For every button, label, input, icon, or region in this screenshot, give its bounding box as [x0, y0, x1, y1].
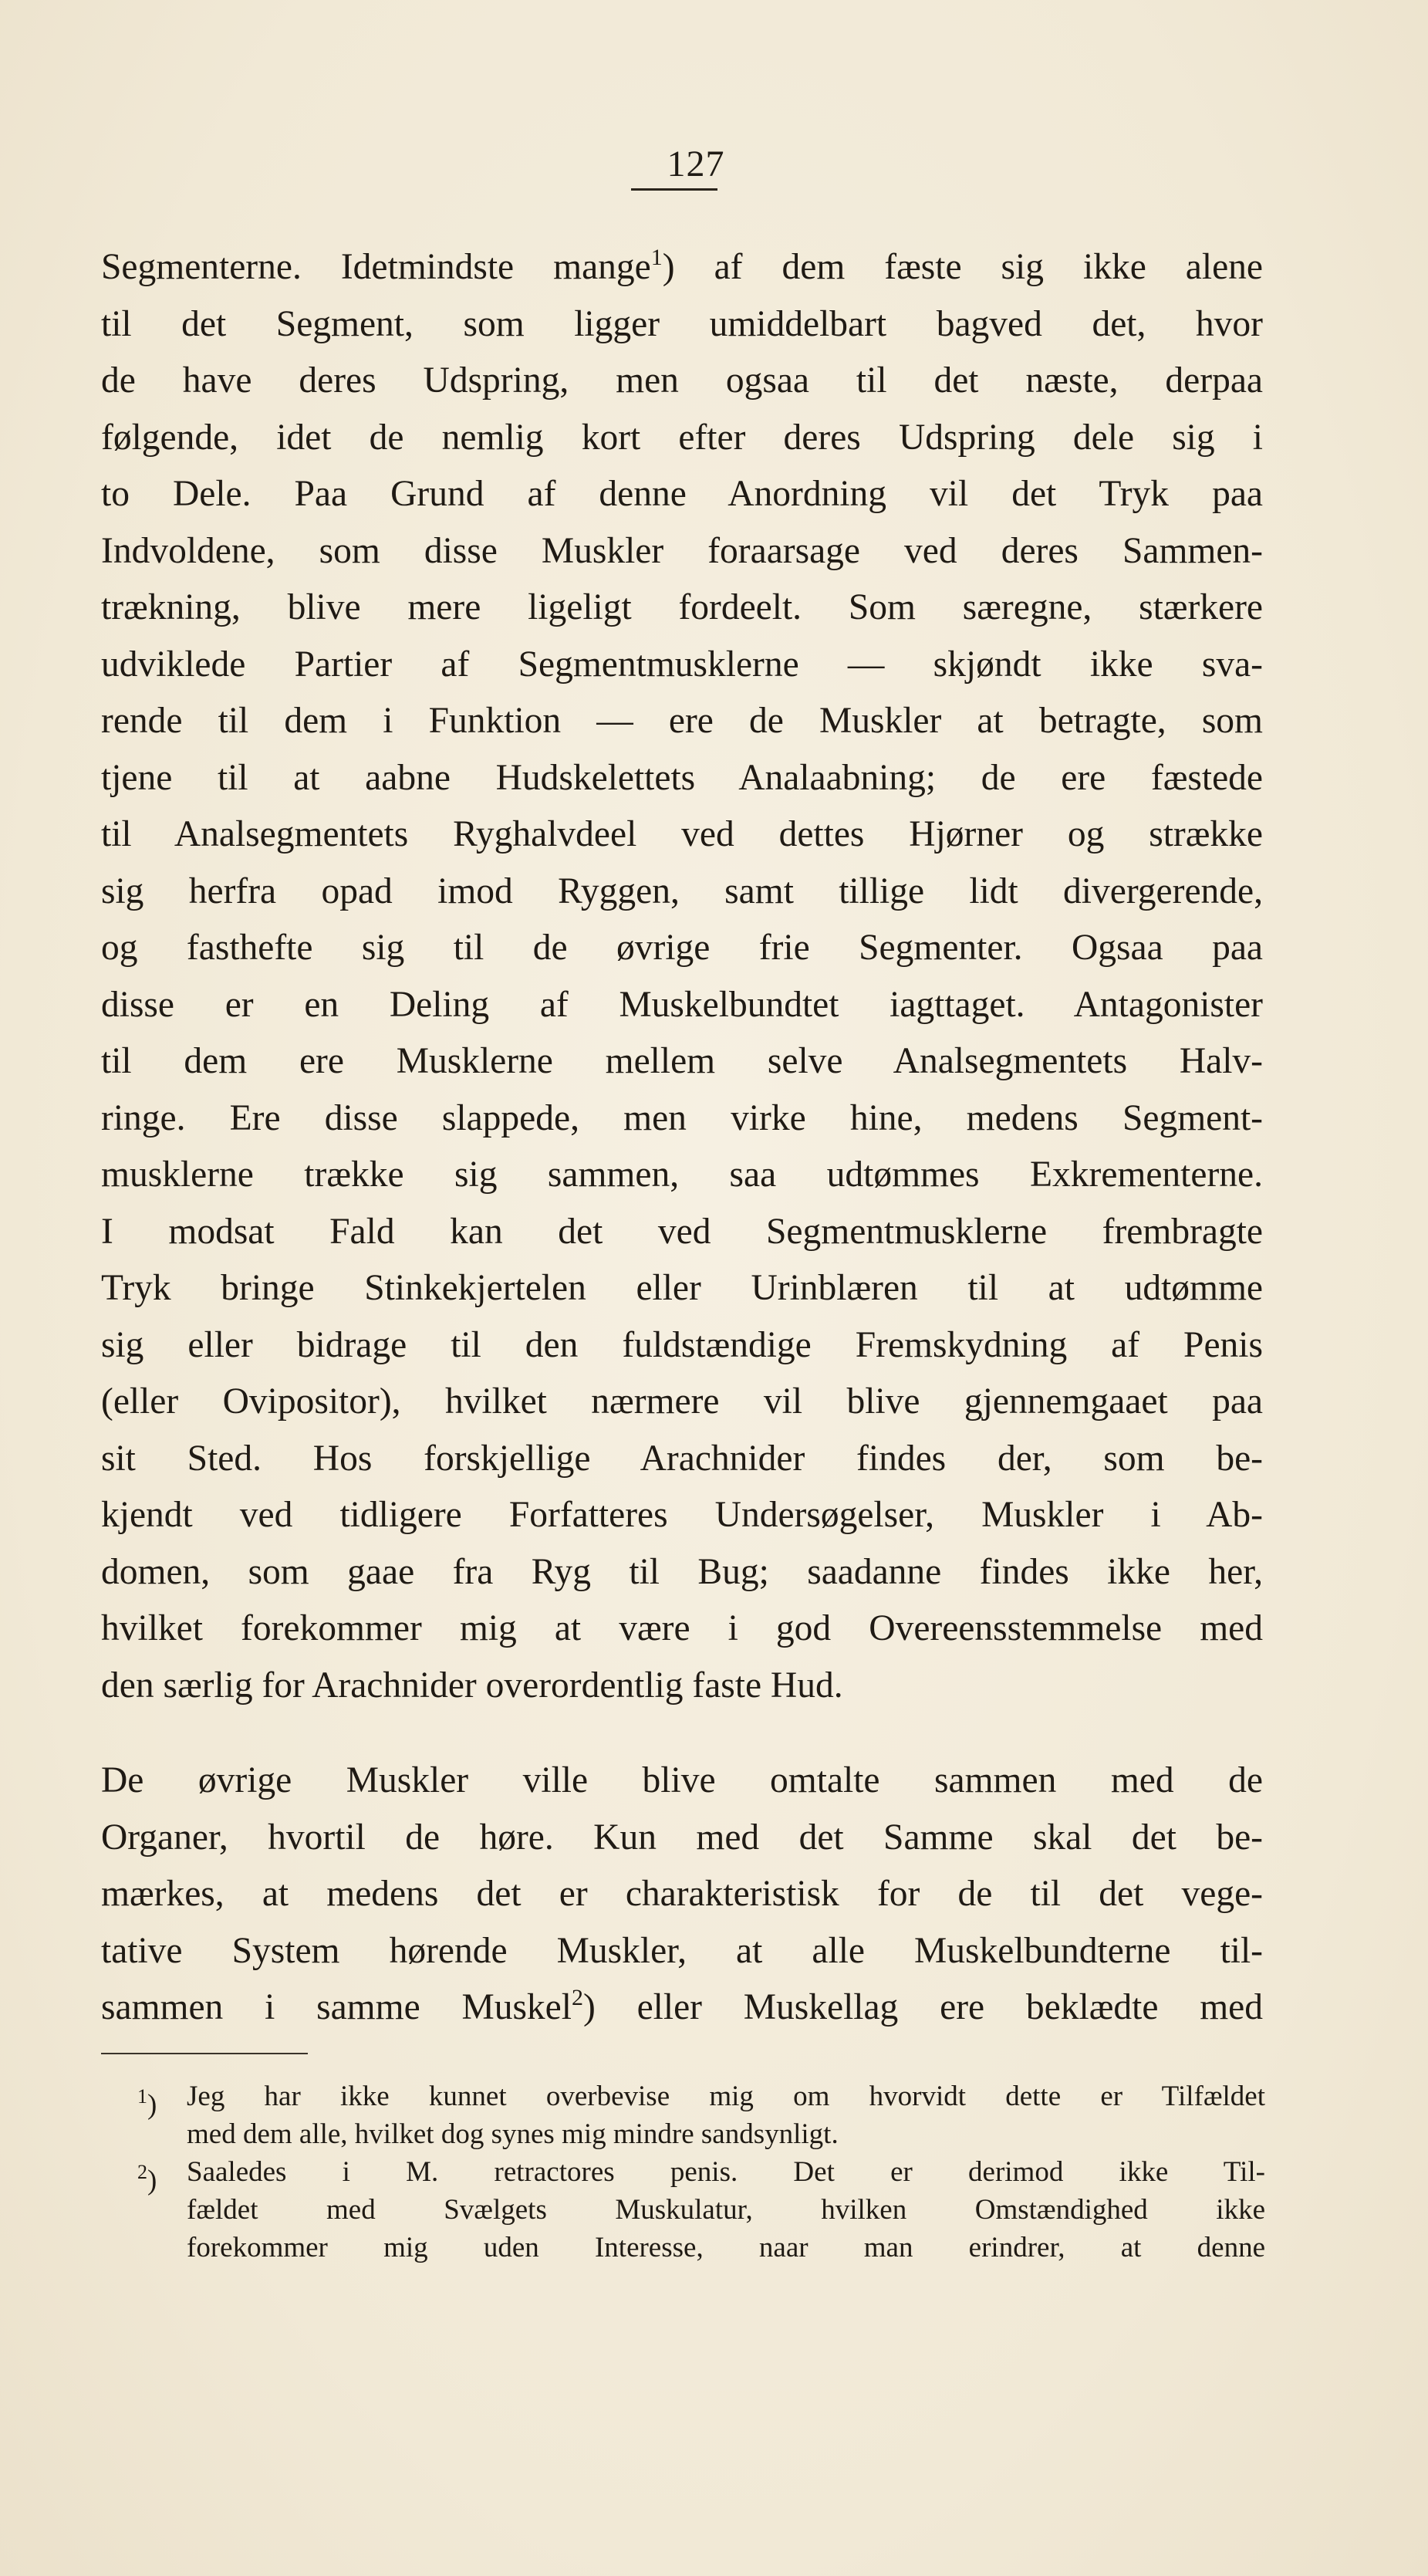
footnote-marker: $^1$): [137, 2085, 157, 2121]
footnote-1: [137, 2077, 1265, 2153]
text-line: sammen i samme Muskel$^2$) eller Muskellag ere beklædte med: [101, 1985, 1263, 2027]
footnote-line: Saaledes i M. retractores penis. Det er derimod ikke Til-: [187, 2156, 1265, 2188]
text-line: Organer, hvortil de høre. Kun med det Samme skal det be-: [101, 1817, 1263, 1858]
text-line: mærkes, at medens det er charakteristisk for de til det vege-: [101, 1874, 1263, 1914]
footnote-line: fældet med Svælgets Muskulatur, hvilken Omstændighed ikke: [187, 2194, 1265, 2226]
text-line: tative System hørende Muskler, at alle Muskelbundterne til-: [101, 1930, 1263, 1971]
page-number-underline: [631, 188, 717, 191]
text-line: sig herfra opad imod Ryggen, samt tillige lidt divergerende,: [101, 870, 1263, 911]
footnote-line: Jeg har ikke kunnet overbevise mig om hvorvidt dette er Tilfældet: [187, 2081, 1265, 2112]
footnote-ref-1: 1: [650, 245, 663, 270]
text-line: til det Segment, som ligger umiddelbart bagved det, hvor: [101, 303, 1263, 344]
paragraph-1: [101, 239, 1263, 1714]
text-line: og fasthefte sig til de øvrige frie Segmenter. Ogsaa paa: [101, 928, 1263, 968]
footnote-line: forekommer mig uden Interesse, naar man erindrer, at denne: [187, 2232, 1265, 2263]
footnote-2: [137, 2153, 1265, 2267]
text-line: til dem ere Musklerne mellem selve Analsegmentets Halv-: [101, 1041, 1263, 1081]
text-line: sig eller bidrage til den fuldstændige Fremskydning af Penis: [101, 1324, 1263, 1365]
text-line: disse er en Deling af Muskelbundtet iagttaget. Antagonister: [101, 984, 1263, 1025]
paragraph-2: [101, 1753, 1263, 2037]
text-line: tjene til at aabne Hudskelettets Analaabning; de ere fæstede: [101, 757, 1263, 798]
text-line: I modsat Fald kan det ved Segmentmusklerne frembragte: [101, 1211, 1263, 1252]
text-line: De øvrige Muskler ville blive omtalte sammen med de: [101, 1760, 1263, 1800]
text-line: to Dele. Paa Grund af denne Anordning vil det Tryk paa: [101, 474, 1263, 514]
page-number: 127: [667, 144, 725, 184]
text-line: Tryk bringe Stinkekjertelen eller Urinblæren til at udtømme: [101, 1268, 1263, 1308]
text-line: til Analsegmentets Ryghalvdeel ved dettes Hjørner og strække: [101, 814, 1263, 854]
text-line: trækning, blive mere ligeligt fordeelt. Som særegne, stærkere: [101, 587, 1263, 627]
text-line: rende til dem i Funktion — ere de Muskler at betragte, som: [101, 701, 1263, 741]
text-line: Indvoldene, som disse Muskler foraarsage ved deres Sammen-: [101, 530, 1263, 571]
text-line: udviklede Partier af Segmentmusklerne — skjøndt ikke sva-: [101, 644, 1263, 685]
footnote-marker: $^2$): [137, 2161, 157, 2196]
text-line: Segmenterne. Idetmindste mange$^1$) af dem fæste sig ikke alene: [101, 245, 1263, 287]
footnote-line: med dem alle, hvilket dog synes mig mindre sandsynligt.: [187, 2118, 839, 2150]
footnote-ref-2: 2: [571, 1985, 583, 2010]
text-line: følgende, idet de nemlig kort efter deres Udspring dele sig i: [101, 417, 1263, 458]
text-line: hvilket forekommer mig at være i god Overeensstemmelse med: [101, 1608, 1263, 1648]
text-line: kjendt ved tidligere Forfatteres Undersøgelser, Muskler i Ab-: [101, 1495, 1263, 1535]
text-line: sit Sted. Hos forskjellige Arachnider findes der, som be-: [101, 1438, 1263, 1479]
body-text: [101, 239, 1263, 2037]
text-line: de have deres Udspring, men ogsaa til det næste, derpaa: [101, 360, 1263, 401]
text-line: ringe. Ere disse slappede, men virke hine, medens Segment-: [101, 1097, 1263, 1138]
text-line: musklerne trække sig sammen, saa udtømmes Exkrementerne.: [101, 1154, 1263, 1195]
text-line: (eller Ovipositor), hvilket nærmere vil blive gjennemgaaet paa: [101, 1381, 1263, 1422]
footnote-separator: [101, 2053, 308, 2054]
footnotes: [137, 2077, 1265, 2267]
text-line: domen, som gaae fra Ryg til Bug; saadanne findes ikke her,: [101, 1551, 1263, 1592]
text-line: den særlig for Arachnider overordentlig faste Hud.: [101, 1665, 843, 1706]
